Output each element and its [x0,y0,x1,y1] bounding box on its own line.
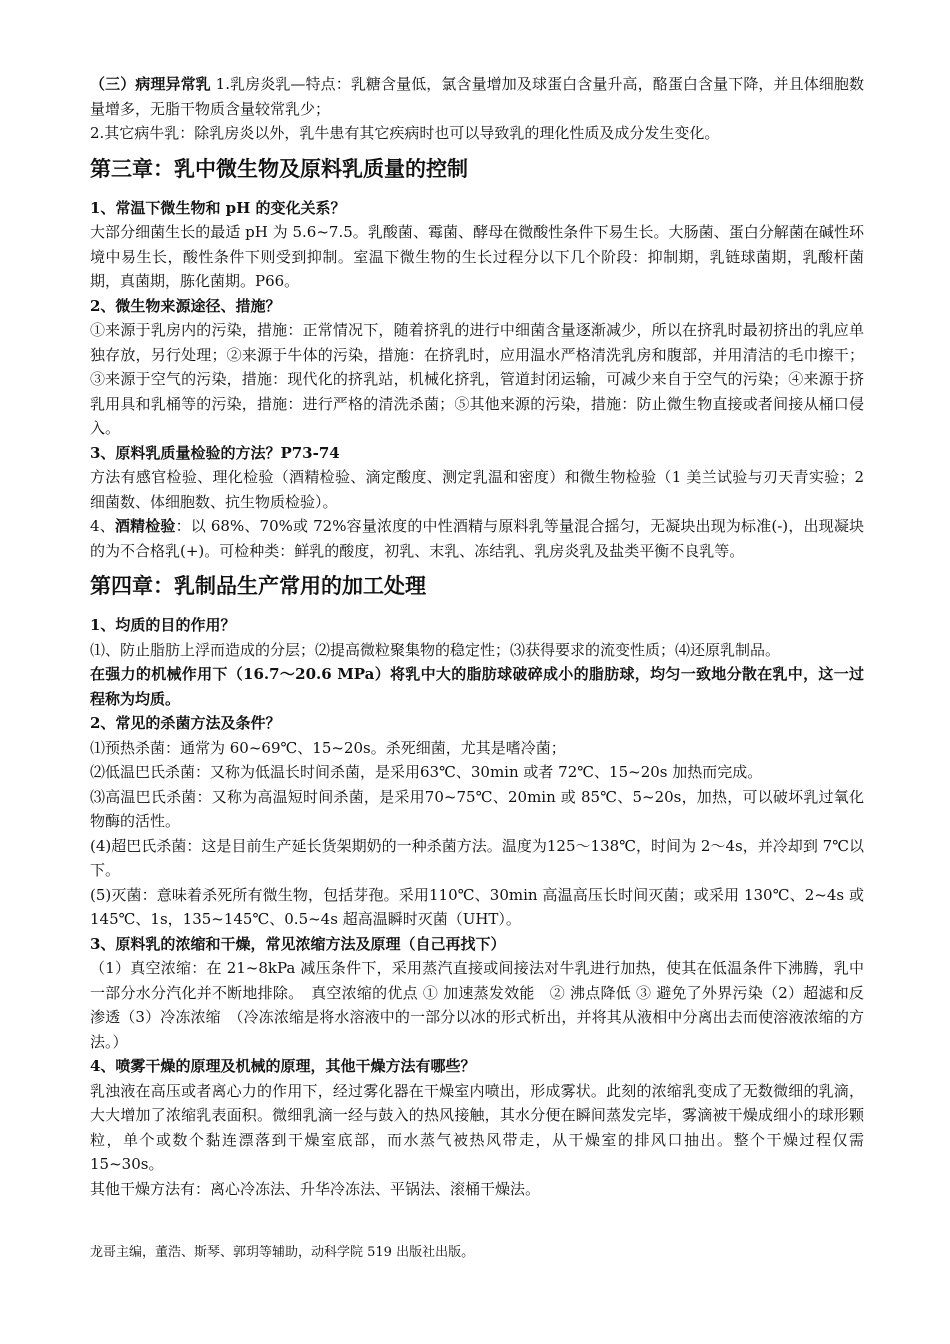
ch4-answer-4-other: 其他干燥方法有：离心冷冻法、升华冷冻法、平锅法、滚桶干燥法。 [90,1179,541,1198]
other-sick-milk-text: 2.其它病牛乳：除乳房炎以外，乳牛患有其它疾病时也可以导致乳的理化性质及成分发生变化。 [90,124,720,142]
chapter3-title: 第三章：乳中微生物及原料乳质量的控制 [90,156,468,181]
ch3-item-4-number: 4、 [90,517,115,535]
chapter4-title: 第四章：乳制品生产常用的加工处理 [90,574,426,598]
ch4-answer-3: （1）真空浓缩：在 21~8kPa 减压条件下，采用蒸汽直接或间接法对牛乳进行加热，使其在低温条件下沸腾，乳中一部分水分汽化并不断地排除。 真空浓缩的优点 ① 加速蒸发效能 ② 沸点降低 ③ 避免了外界污染（2）超滤和反渗透（3）冷冻浓缩 （冷冻浓缩是将水溶液中的一部分以冰的形式析出，并将其从液相中分离出去而使溶液浓缩的方法。） [90,959,864,1051]
ch3-question-3: 3、原料乳质量检验的方法？P73-74 [90,443,340,462]
ch4-answer-2-item-5: (5)灭菌：意味着杀死所有微生物，包括芽孢。采用110℃、30min 高温高压长时间灭菌；或采用 130℃、2~4s 或 145℃、1s，135~145℃、0.5~4s 超高温瞬时灭菌（UHT）。 [90,885,864,928]
ch4-question-2: 2、常见的杀菌方法及条件？ [90,714,281,732]
mastitis-milk-text: 1.乳房炎乳—特点：乳糖含量低，氯含量增加及球蛋白含量升高，酪蛋白含量下降，并且体细胞数量增多，无脂干物质含量较常乳少； [90,75,864,118]
ch4-question-3: 3、原料乳的浓缩和干燥，常见浓缩方法及原理（自己再找下） [90,934,506,953]
ch3-answer-1: 大部分细菌生长的最适 pH 为 5.6~7.5。乳酸菌、霉菌、酵母在微酸性条件下易生长。大肠菌、蛋白分解菌在碱性环境中易生长，酸性条件下则受到抑制。室温下微生物的生长过程分以下几个阶段：抑制期，乳链球菌期，乳酸杆菌期，真菌期，胨化菌期。P66。 [90,223,864,290]
page-footer: 龙哥主编，董浩、斯琴、郭玥等辅助，动科学院 519 出版社出版。 [90,1245,475,1260]
pathological-milk-paragraph [90,72,864,121]
ch4-answer-2-item-3: ⑶高温巴氏杀菌：又称为高温短时间杀菌，是采用70~75℃、20min 或 85℃、5~20s，加热，可以破坏乳过氧化物酶的活性。 [90,787,864,830]
ch4-answer-4: 乳浊液在高压或者离心力的作用下，经过雾化器在干燥室内喷出，形成雾状。此刻的浓缩乳变成了无数微细的乳滴，大大增加了浓缩乳表面积。微细乳滴一经与鼓入的热风接触，其水分便在瞬间蒸发完毕，雾滴被干燥成细小的球形颗粒，单个或数个黏连漂落到干燥室底部，而水蒸气被热风带走，从干燥室的排风口抽出。整个干燥过程仅需 15~30s。 [90,1081,864,1173]
ch4-answer-2-item-4: (4)超巴氏杀菌：这是目前生产延长货架期奶的一种杀菌方法。温度为125～138℃，时间为 2～4s，并冷却到 7℃以下。 [90,836,864,879]
ch3-question-2: 2、微生物来源途径、措施？ [90,296,281,315]
ch4-answer-2-item-2: ⑵低温巴氏杀菌：又称为低温长时间杀菌，是采用63℃、30min 或者 72℃、15~20s 加热而完成。 [90,763,763,781]
ch3-answer-3: 方法有感官检验、理化检验（酒精检验、滴定酸度、测定乳温和密度）和微生物检验（1 美兰试验与刃天青实验；2 细菌数、体细胞数、抗生物质检验）。 [90,468,864,511]
ch4-answer-1-bold: 在强力的机械作用下（16.7～20.6 MPa）将乳中大的脂肪球破碎成小的脂肪球，均匀一致地分散在乳中，这一过程称为均质。 [90,665,864,708]
ch4-answer-2-item-1: ⑴预热杀菌：通常为 60~69℃、15~20s。杀死细菌，尤其是嗜冷菌； [90,738,566,757]
alcohol-test-label: 酒精检验 [114,517,176,535]
ch4-answer-1: ⑴、防止脂肪上浮而造成的分层；⑵提高微粒聚集物的稳定性；⑶获得要求的流变性质；⑷还原乳制品。 [90,640,781,659]
ch4-question-1: 1、均质的目的作用？ [90,616,236,634]
ch3-item-4 [90,514,864,563]
alcohol-test-text: ：以 68%、70%或 72%容量浓度的中性酒精与原料乳等量混合摇匀，无凝块出现为标准(-)，出现凝块的为不合格乳(+)。可检种类：鲜乳的酸度，初乳、末乳、冻结乳、乳房炎乳及盐类平衡不良乳等。 [90,517,864,560]
ch3-answer-2: ①来源于乳房内的污染，措施：正常情况下，随着挤乳的进行中细菌含量逐渐减少，所以在挤乳时最初挤出的乳应单独存放，另行处理；②来源于牛体的污染，措施：在挤乳时，应用温水严格清洗乳房和腹部，并用清洁的毛巾擦干；③来源于空气的污染，措施：现代化的挤乳站，机械化挤乳，管道封闭运输，可减少来自于空气的污染；④来源于挤乳用具和乳桶等的污染，措施：进行严格的清洗杀菌；⑤其他来源的污染，措施：防止微生物直接或者间接从桶口侵入。 [90,321,864,437]
ch4-question-4: 4、喷雾干燥的原理及机械的原理，其他干燥方法有哪些？ [90,1057,476,1075]
pathological-milk-label: （三）病理异常乳 [90,75,211,93]
ch3-question-1: 1、常温下微生物和 pH 的变化关系？ [90,198,346,217]
